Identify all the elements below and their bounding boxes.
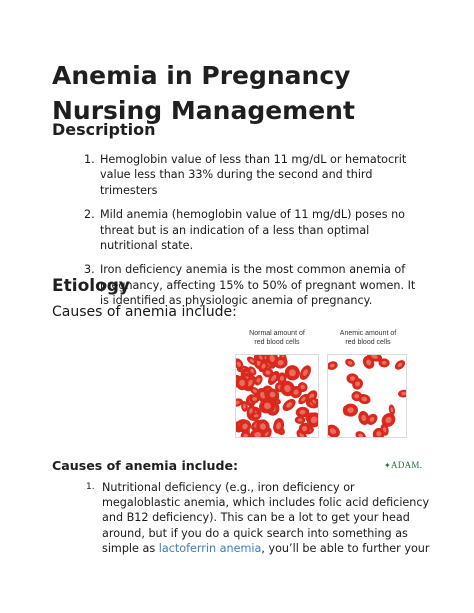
normal-cells-panel [235, 354, 319, 438]
list-number: 2. [84, 208, 95, 222]
list-number: 1. [86, 482, 95, 492]
normal-cells-label [232, 330, 322, 347]
red-blood-cell [280, 397, 298, 414]
list-item-text: Mild anemia (hemoglobin value of 11 mg/dL) poses no threat but is an indication of a less than optimal nutritional state. [100, 208, 406, 253]
anemic-cells-label [324, 330, 412, 347]
red-blood-cell [328, 422, 342, 437]
anemic-label-line-2: red blood cells [345, 338, 391, 346]
list-number: 1. [84, 153, 95, 166]
anemic-label-line-1: Anemic amount of [339, 330, 397, 337]
cause-text-after-link: , you’ll be able to further your [261, 541, 430, 555]
list-number: 3. [84, 263, 95, 277]
normal-label-line-2: red blood cells [254, 338, 300, 346]
anemic-cells-panel [327, 354, 407, 438]
title-line-2: Nursing Management [52, 96, 355, 125]
normal-cells-image [236, 355, 318, 437]
adam-credit-logo [384, 460, 422, 470]
list-item-text: Hemoglobin value of less than 11 mg/dL or hematocrit value less than 33% during the second and third trimesters [100, 153, 407, 197]
lactoferrin-anemia-link[interactable]: lactoferrin anemia [158, 541, 262, 555]
causes-intro-text: Causes of anemia include: [52, 304, 237, 320]
causes-heading: Causes of anemia include: [52, 458, 239, 473]
red-blood-cell [398, 389, 406, 398]
adam-credit-text: ADAM. [391, 460, 423, 470]
normal-label-line-1: Normal amount of [249, 330, 305, 337]
list-item-text: Iron deficiency anemia is the most common anemia of pregnancy, affecting 15% to 50% of pregnant women. It is identified as physiologic anemia of pregnancy. [100, 263, 416, 308]
list-item [52, 152, 422, 198]
red-blood-cells-figure [232, 330, 412, 470]
cause-text-before-link: Nutritional deficiency (e.g., iron deficiency or megaloblastic anemia, which includes folic acid deficiency and B12 deficiency). This can be a lot to get your head around, but if you do a quick search into something as simple as [102, 481, 430, 555]
etiology-heading: Etiology [52, 276, 131, 296]
red-blood-cell [344, 357, 357, 368]
causes-list [52, 480, 432, 556]
red-blood-cell [295, 416, 306, 424]
title-line-1: Anemia in Pregnancy [52, 61, 351, 90]
document-title [52, 58, 452, 128]
description-heading: Description [52, 120, 156, 139]
red-blood-cell [328, 360, 339, 371]
list-item [52, 207, 422, 253]
red-blood-cell [393, 358, 406, 372]
adam-leaf-icon: ✦ [384, 461, 392, 470]
list-item [52, 480, 432, 556]
red-blood-cell [354, 429, 368, 437]
anemic-cells-image [328, 355, 406, 437]
